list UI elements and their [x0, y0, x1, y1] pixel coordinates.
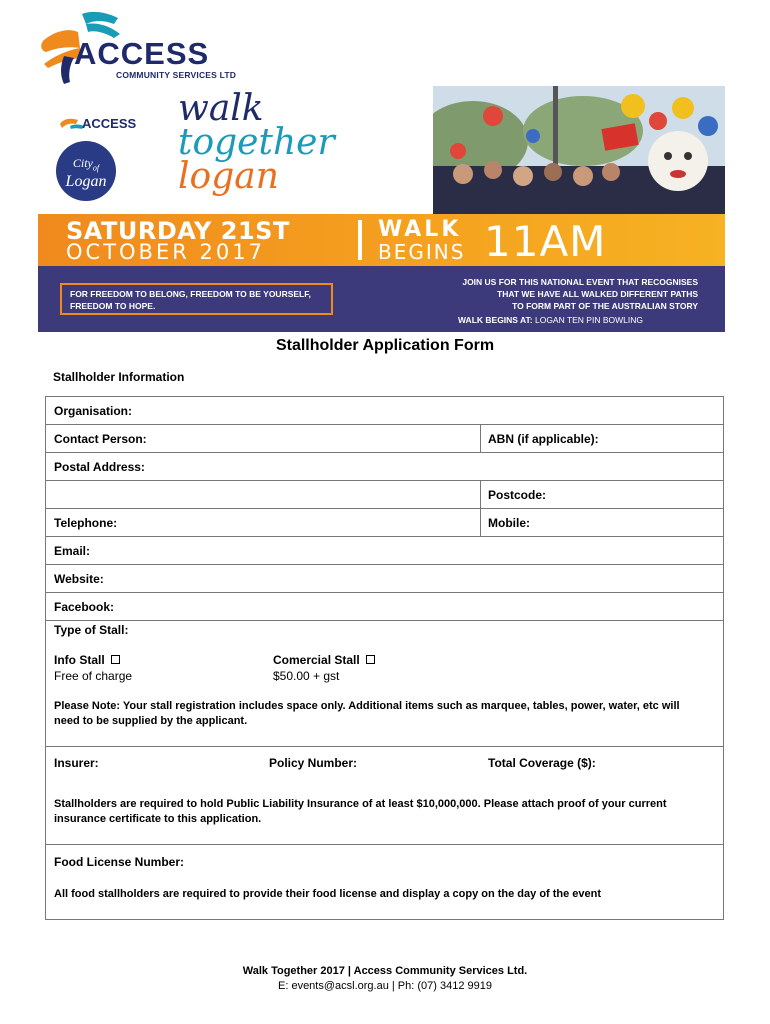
- email-label: Email:: [54, 544, 91, 558]
- postcode-field[interactable]: [480, 481, 725, 508]
- row-type-of-stall: [46, 621, 723, 747]
- organisation-label: Organisation:: [54, 404, 133, 418]
- abn-label: ABN (if applicable):: [488, 432, 599, 446]
- info-stall-checkbox[interactable]: [111, 655, 120, 664]
- event-banner: [38, 86, 725, 332]
- row-website: [46, 565, 723, 593]
- postal-address-line2-field[interactable]: [46, 481, 480, 508]
- form-title: Stallholder Application Form: [275, 337, 495, 354]
- stallholder-form-table: [45, 396, 724, 920]
- row-food-license: [46, 845, 723, 919]
- insurance-note-line2: insurance certificate to this application.: [54, 813, 262, 825]
- crowd-photo-image: [433, 86, 725, 214]
- postal-address-label: Postal Address:: [54, 460, 145, 474]
- row-facebook: [46, 593, 723, 621]
- row-postcode: [46, 481, 723, 509]
- type-of-stall-label: Type of Stall:: [54, 623, 129, 637]
- policy-number-label: Policy Number:: [269, 756, 358, 770]
- row-insurance: [46, 747, 723, 845]
- event-date-line1: SATURDAY 21ST: [66, 217, 290, 245]
- banner-top: [38, 86, 725, 214]
- telephone-label: Telephone:: [54, 516, 118, 530]
- banner-date-strip: [38, 214, 725, 266]
- insurance-note-line1: Stallholders are required to hold Public Liability Insurance of at least $10,000,000. Please attach proof of your current: [54, 798, 667, 810]
- stall-note-line2: need to be supplied by the applicant.: [54, 715, 248, 727]
- row-email: [46, 537, 723, 565]
- info-stall-label: Info Stall: [54, 653, 105, 667]
- postal-address-field[interactable]: [46, 453, 725, 480]
- row-contact: [46, 425, 723, 453]
- page-footer: [0, 964, 770, 994]
- commercial-stall-label: Comercial Stall: [273, 653, 360, 667]
- contact-person-field[interactable]: [46, 425, 480, 452]
- banner-slogan: FOR FREEDOM TO BELONG, FREEDOM TO BE YOURSELF, FREEDOM TO HOPE.: [60, 283, 333, 315]
- stall-note-line1: Please Note: Your stall registration includes space only. Additional items such as marquee, tables, power, water, etc will: [54, 700, 680, 712]
- date-divider: [358, 220, 362, 260]
- footer-line1: Walk Together 2017 | Access Community Services Ltd.: [242, 965, 528, 977]
- crowd-photo: [433, 86, 725, 214]
- website-field[interactable]: [46, 565, 725, 592]
- stall-registration-note: [54, 699, 714, 729]
- facebook-field[interactable]: [46, 593, 725, 620]
- city-logo-line1: City: [72, 156, 93, 170]
- insurer-label: Insurer:: [54, 756, 99, 770]
- walk-together-logan-title: [178, 88, 335, 197]
- row-postal-address: [46, 453, 723, 481]
- city-logo-line2: of: [92, 163, 100, 173]
- walk-label-line1: WALK: [378, 217, 462, 242]
- row-telephone: [46, 509, 723, 537]
- title-walk: walk: [178, 88, 264, 129]
- join-line3: TO FORM PART OF THE AUSTRALIAN STORY: [512, 301, 698, 311]
- event-date-line2: OCTOBER 2017: [66, 240, 265, 264]
- walk-begins-at: [458, 315, 643, 325]
- mobile-field[interactable]: [480, 509, 725, 536]
- telephone-field[interactable]: [46, 509, 480, 536]
- banner-info-strip: [38, 266, 725, 332]
- contact-person-label: Contact Person:: [54, 432, 147, 446]
- city-logo-line3: Logan: [65, 173, 107, 191]
- footer-contact: E: events@acsl.org.au | Ph: (07) 3412 9919: [278, 980, 492, 992]
- walk-begins-at-venue: LOGAN TEN PIN BOWLING: [534, 315, 643, 325]
- insurance-note: [54, 797, 714, 827]
- banner-access-mark: ACCESS: [82, 116, 137, 131]
- commercial-stall-option: [273, 653, 375, 667]
- total-coverage-label: Total Coverage ($):: [488, 756, 596, 770]
- commercial-stall-price: $50.00 + gst: [273, 669, 340, 683]
- food-license-label: Food License Number:: [54, 855, 185, 869]
- website-label: Website:: [54, 572, 104, 586]
- email-field[interactable]: [46, 537, 725, 564]
- logo-subtitle: COMMUNITY SERVICES LTD: [116, 70, 237, 80]
- food-license-note: All food stallholders are required to provide their food license and display a copy on the day of the event: [54, 888, 602, 900]
- row-organisation[interactable]: [46, 397, 723, 425]
- banner-join-text: [398, 276, 698, 312]
- join-line2: THAT WE HAVE ALL WALKED DIFFERENT PATHS: [497, 289, 698, 299]
- info-stall-price: Free of charge: [54, 669, 133, 683]
- city-of-logan-logo: [56, 141, 116, 201]
- organisation-field[interactable]: [46, 397, 725, 424]
- logo-wordmark: ACCESS: [74, 36, 210, 71]
- mobile-label: Mobile:: [488, 516, 530, 530]
- title-together: together: [178, 122, 335, 163]
- abn-field[interactable]: [480, 425, 725, 452]
- facebook-label: Facebook:: [54, 600, 115, 614]
- join-line1: JOIN US FOR THIS NATIONAL EVENT THAT RECOGNISES: [462, 277, 698, 287]
- walk-label-line2: BEGINS: [378, 240, 466, 264]
- company-logo: [34, 8, 244, 86]
- info-stall-option: [54, 653, 120, 667]
- walk-begins-at-label: WALK BEGINS AT:: [458, 315, 533, 325]
- postcode-label: Postcode:: [488, 488, 547, 502]
- section-label: Stallholder Information: [53, 370, 185, 384]
- commercial-stall-checkbox[interactable]: [366, 655, 375, 664]
- access-hands-icon: [58, 116, 84, 132]
- event-start-time: 11AM: [484, 217, 607, 266]
- title-logan: logan: [178, 156, 279, 197]
